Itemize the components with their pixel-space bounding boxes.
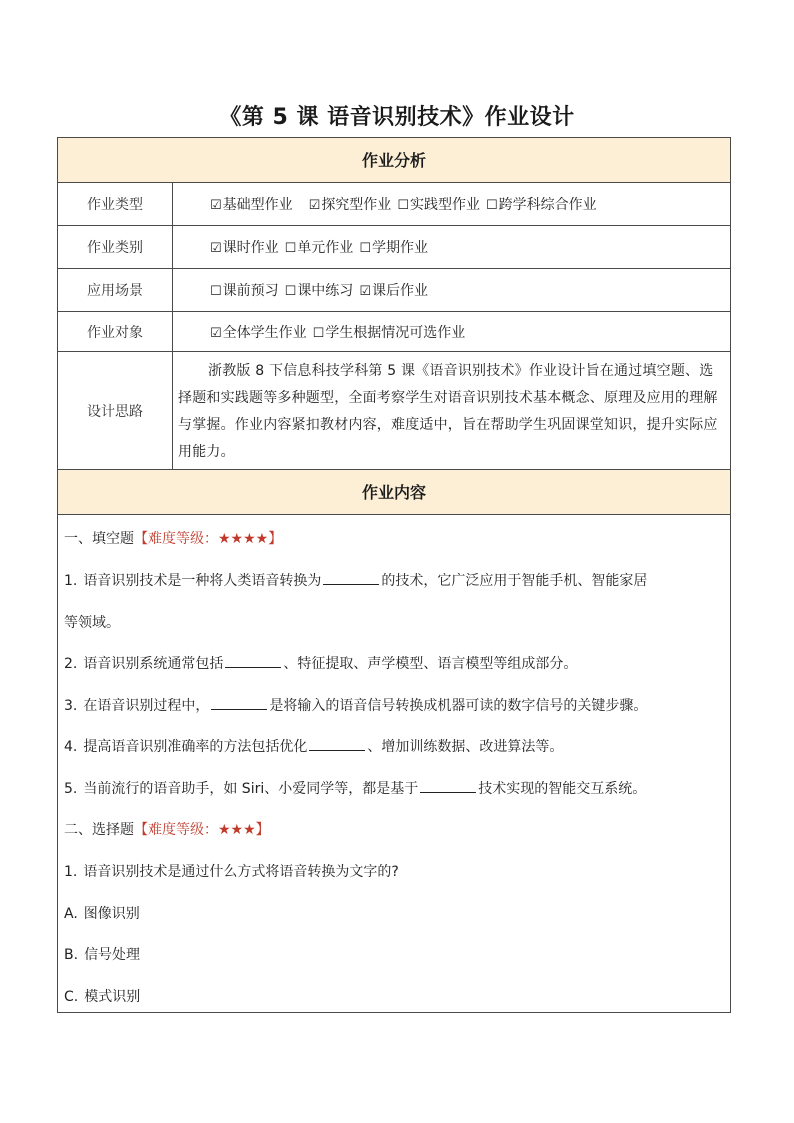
checkbox-checked-icon: ☑ — [210, 325, 222, 341]
checkbox-empty-icon: ☐ — [210, 284, 222, 299]
option-unit[interactable]: ☐单元作业 — [284, 240, 354, 256]
choice-section-heading: 二、选择题【难度等级：★★★】 — [64, 822, 270, 838]
row-options — [172, 269, 730, 311]
row-label: 作业类型 — [58, 183, 173, 225]
fill-item-4: 4. 提高语音识别准确率的方法包括优化 、增加训练数据、改进算法等。 — [64, 736, 563, 756]
fill-item-3: 3. 在语音识别过程中， 是将输入的语音信号转换成机器可读的数字信号的关键步骤。 — [64, 695, 647, 715]
option-after-class[interactable]: ☑课后作业 — [359, 283, 428, 299]
option-practice[interactable]: ☐实践型作业 — [397, 197, 480, 213]
row-design-idea — [58, 352, 730, 470]
choice-option-a[interactable]: A. 图像识别 — [64, 906, 140, 922]
row-homework-category — [58, 226, 730, 269]
option-optional[interactable]: ☐学生根据情况可选作业 — [312, 324, 466, 341]
checkbox-empty-icon: ☐ — [397, 198, 409, 213]
option-all-students[interactable]: ☑全体学生作业 — [210, 324, 307, 341]
answer-blank[interactable] — [309, 736, 365, 751]
difficulty-badge: 【难度等级：★★★★】 — [134, 531, 283, 547]
option-explore[interactable]: ☑探究型作业 — [308, 197, 392, 213]
answer-blank[interactable] — [323, 570, 379, 585]
option-basic[interactable]: ☑基础型作业 — [210, 197, 293, 213]
row-target — [58, 312, 730, 352]
row-label: 应用场景 — [58, 269, 173, 311]
document-title: 《第 5 课 语音识别技术》作业设计 — [219, 105, 575, 130]
fill-item-1-continued: 等领域。 — [64, 615, 120, 631]
checkbox-empty-icon: ☐ — [284, 284, 297, 299]
checkbox-empty-icon: ☐ — [359, 241, 371, 256]
row-options — [172, 226, 730, 268]
checkbox-empty-icon: ☐ — [485, 198, 498, 213]
content-header: 作业内容 — [58, 470, 730, 515]
row-options — [172, 183, 730, 225]
design-idea-text: 浙教版 8 下信息科技学科第 5 课《语音识别技术》作业设计旨在通过填空题、选择题和实践题等多种题型，全面考察学生对语音识别技术基本概念、原理及应用的理解与掌握。作业内容紧扣教材内容，难度适中，旨在帮助学生巩固课堂知识，提升实际应用能力。 — [178, 363, 718, 460]
homework-table — [57, 137, 731, 1013]
row-scenario — [58, 269, 730, 312]
fill-item-1: 1. 语音识别技术是一种将人类语音转换为 的技术，它广泛应用于智能手机、智能家居 — [64, 570, 647, 590]
option-lesson[interactable]: ☑课时作业 — [210, 240, 279, 256]
choice-question-1: 1. 语音识别技术是通过什么方式将语音转换为文字的? — [64, 864, 399, 880]
row-label: 作业对象 — [58, 312, 173, 351]
option-preview[interactable]: ☐课前预习 — [210, 283, 279, 299]
checkbox-checked-icon: ☑ — [359, 284, 371, 299]
fill-item-2: 2. 语音识别系统通常包括 、特征提取、声学模型、语言模型等组成部分。 — [64, 653, 577, 673]
choice-option-c[interactable]: C. 模式识别 — [64, 989, 141, 1005]
difficulty-badge: 【难度等级：★★★】 — [134, 822, 270, 838]
row-label: 作业类别 — [58, 226, 173, 268]
checkbox-empty-icon: ☐ — [312, 325, 325, 341]
row-options — [172, 312, 730, 351]
answer-blank[interactable] — [225, 653, 281, 668]
answer-blank[interactable] — [211, 695, 267, 710]
checkbox-checked-icon: ☑ — [210, 241, 222, 256]
option-interdisciplinary[interactable]: ☐跨学科综合作业 — [485, 197, 597, 213]
answer-blank[interactable] — [420, 778, 476, 793]
analysis-header: 作业分析 — [58, 138, 730, 183]
checkbox-checked-icon: ☑ — [308, 198, 321, 213]
row-label: 设计思路 — [58, 352, 173, 469]
option-semester[interactable]: ☐学期作业 — [359, 240, 428, 256]
option-in-class[interactable]: ☐课中练习 — [284, 283, 354, 299]
checkbox-empty-icon: ☐ — [284, 241, 297, 256]
row-homework-type — [58, 183, 730, 226]
choice-option-b[interactable]: B. 信号处理 — [64, 947, 141, 963]
fill-section-heading: 一、填空题【难度等级：★★★★】 — [64, 531, 283, 547]
checkbox-checked-icon: ☑ — [210, 198, 222, 213]
fill-item-5: 5. 当前流行的语音助手，如 Siri、小爱同学等，都是基于 技术实现的智能交互系统。 — [64, 778, 646, 798]
